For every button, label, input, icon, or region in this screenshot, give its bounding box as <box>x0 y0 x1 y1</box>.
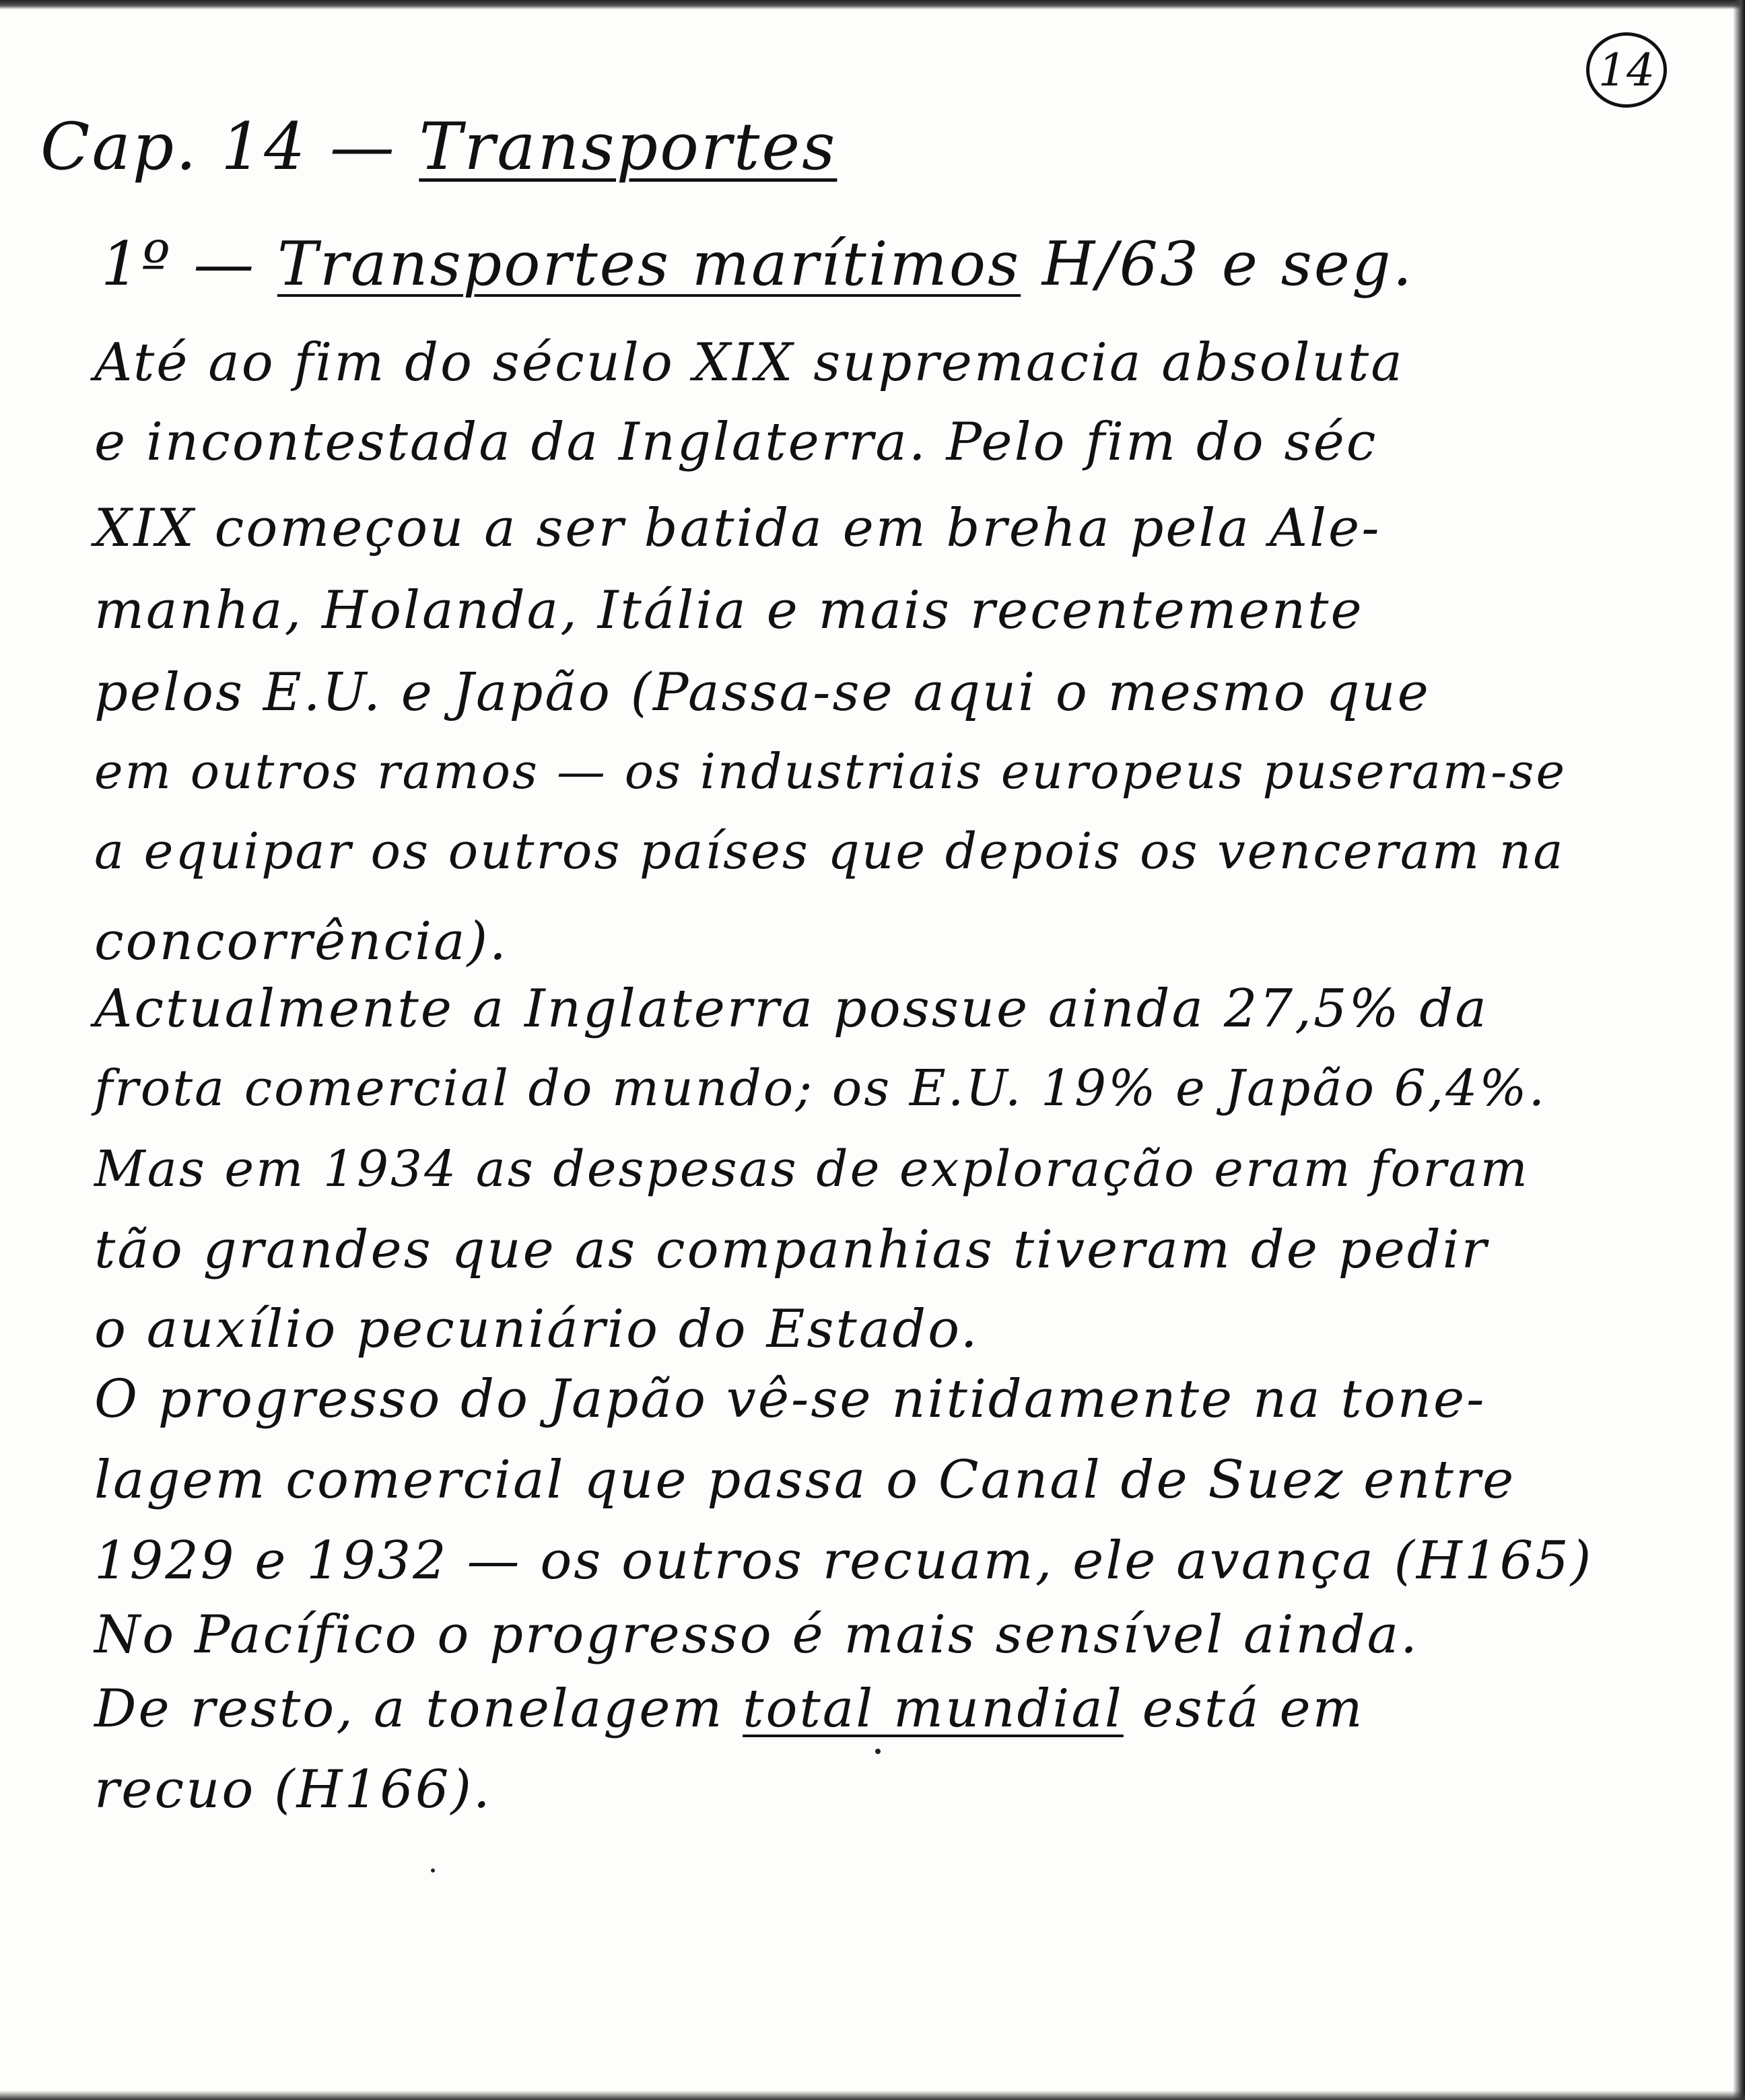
section-heading <box>101 229 1414 300</box>
text-line: a equipar os outros países que depois os venceram na <box>94 823 1565 880</box>
chapter-title: Transportes <box>419 109 837 184</box>
ink-dot <box>875 1749 881 1754</box>
section-reference: H/63 e seg. <box>1041 229 1414 300</box>
text-line-end: está em <box>1142 1679 1365 1739</box>
text-line: concorrência). <box>94 911 508 972</box>
text-line: lagem comercial que passa o Canal de Suez entre <box>94 1450 1516 1510</box>
text-line: Mas em 1934 as despesas de exploração eram foram <box>94 1140 1530 1198</box>
text-line: em outros ramos — os industriais europeus puseram-se <box>94 743 1567 800</box>
text-line: tão grandes que as companhias tiveram de pedir <box>94 1220 1489 1280</box>
text-line: XIX começou a ser batida em breha pela Ale- <box>94 498 1381 559</box>
text-line: o auxílio pecuniário do Estado. <box>94 1299 980 1360</box>
text-line: Até ao fim do século XIX supremacia absoluta <box>94 332 1404 393</box>
text-line: pelos E.U. e Japão (Passa-se aqui o mesmo que <box>94 662 1431 723</box>
text-line: manha, Holanda, Itália e mais recentemente <box>94 580 1364 641</box>
text-line-start: De resto, a tonelagem <box>94 1679 724 1739</box>
text-line <box>94 1679 1365 1739</box>
scan-edge-top <box>0 0 1745 9</box>
text-line: No Pacífico o progresso é mais sensível ainda. <box>94 1605 1419 1665</box>
section-number: 1º — <box>101 229 256 300</box>
underlined-phrase: total mundial <box>743 1679 1124 1739</box>
chapter-heading <box>40 109 837 184</box>
chapter-label: Cap. 14 — <box>40 109 397 184</box>
text-line: 1929 e 1932 — os outros recuam, ele avança (H165) <box>94 1531 1594 1591</box>
ink-dot <box>431 1868 435 1873</box>
text-line: Actualmente a Inglaterra possue ainda 27,5% da <box>94 979 1489 1039</box>
text-line: e incontestada da Inglaterra. Pelo fim do séc <box>94 412 1378 473</box>
scan-edge-bottom <box>0 2091 1745 2100</box>
text-line: O progresso do Japão vê-se nitidamente na tone- <box>94 1369 1486 1430</box>
text-line: frota comercial do mundo; os E.U. 19% e Japão 6,4%. <box>94 1059 1547 1117</box>
text-line: recuo (H166). <box>94 1759 492 1820</box>
page-number: 14 <box>1586 32 1667 108</box>
scan-edge-right <box>1733 0 1745 2100</box>
section-title: Transportes marítimos <box>277 229 1021 300</box>
